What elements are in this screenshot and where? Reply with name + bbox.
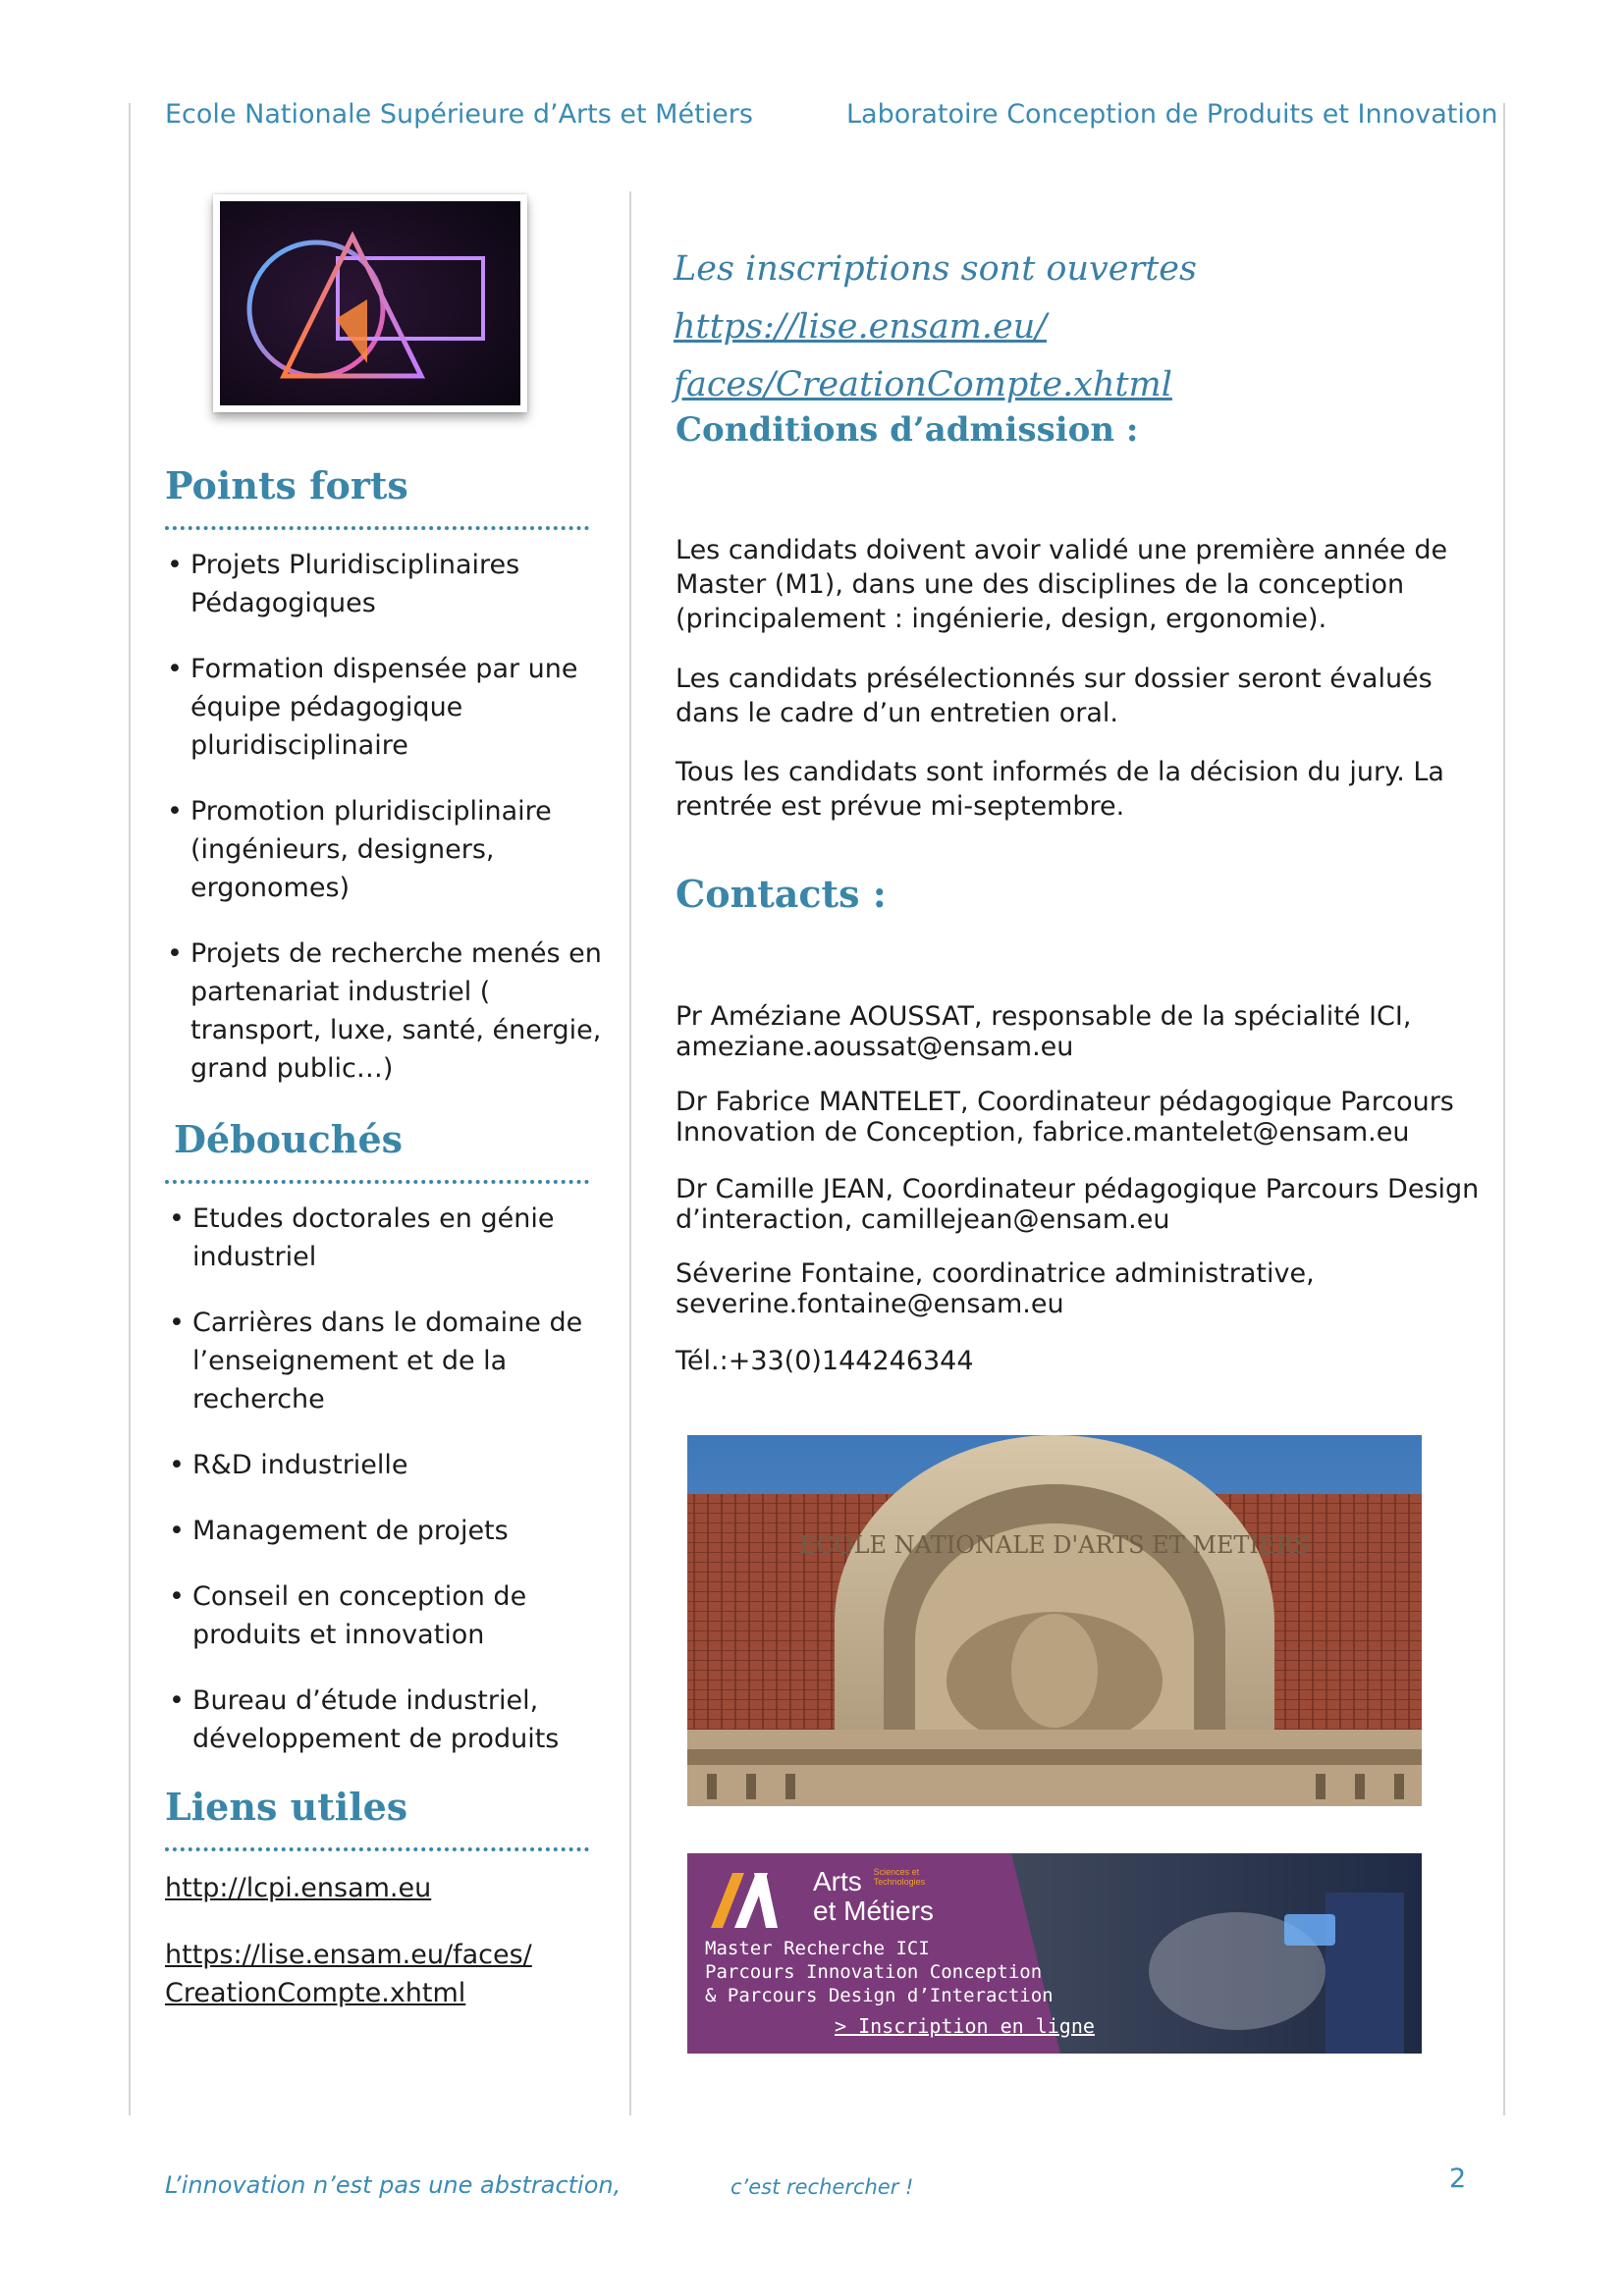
ensam-building-photo: [687, 1435, 1422, 1806]
debouches-heading: Débouchés: [174, 1117, 404, 1161]
list-item: • R&D industrielle: [167, 1446, 614, 1484]
inscriptions-text: Les inscriptions sont ouvertes: [674, 249, 1197, 289]
list-item: • Etudes doctorales en génie industriel: [167, 1200, 614, 1276]
liens-utiles-heading: Liens utiles: [165, 1785, 408, 1829]
brand-line1: Arts: [813, 1866, 862, 1896]
contact-entry: Séverine Fontaine, coordinatrice administrative, severine.fontaine@ensam.eu: [676, 1258, 1315, 1319]
inscriptions-callout: [674, 240, 1498, 414]
contact-entry: Pr Améziane AOUSSAT, responsable de la spécialité ICI, ameziane.aoussat@ensam.eu: [676, 1001, 1412, 1062]
footer-slogan-right: c’est rechercher !: [730, 2175, 914, 2199]
building-inscription: ECOLE NATIONALE D'ARTS ET METIERS: [799, 1531, 1310, 1559]
lcpi-link[interactable]: http://lcpi.ensam.eu: [165, 1873, 432, 1903]
column-divider: [629, 191, 631, 2115]
master-banner[interactable]: [687, 1853, 1422, 2054]
contact-entry: Dr Camille JEAN, Coordinateur pédagogique Parcours Design d’interaction, camillejean@ensam.eu: [676, 1174, 1480, 1235]
liens-utiles-divider: [165, 1847, 589, 1851]
list-item: • Bureau d’étude industriel, développement de produits: [167, 1682, 614, 1758]
building-graphic: [687, 1435, 1422, 1806]
points-forts-heading: Points forts: [165, 463, 408, 507]
conditions-paragraph: Tous les candidats sont informés de la décision du jury. La rentrée est prévue mi-septembre.: [676, 757, 1444, 822]
left-margin-rule: [129, 103, 131, 2115]
list-item: • Projets de recherche menés en partenariat industriel ( transport, luxe, santé, énergie, grand public…): [165, 934, 612, 1088]
conditions-paragraph: Les candidats présélectionnés sur dossier seront évalués dans le cadre d’un entretien oral.: [676, 664, 1433, 728]
contact-entry: Dr Fabrice MANTELET, Coordinateur pédagogique Parcours Innovation de Conception, fabrice.mantelet@ensam.eu: [676, 1087, 1454, 1148]
arts-et-metiers-logo-icon: [711, 1871, 780, 1930]
brand-name: [813, 1867, 934, 1926]
contact-entry: Tél.:+33(0)144246344: [676, 1346, 974, 1376]
banner-text: [705, 1937, 1054, 2007]
banner-line3: & Parcours Design d’Interaction: [705, 1985, 1054, 2006]
banner-line2: Parcours Innovation Conception: [705, 1961, 1043, 1983]
list-item: • Projets Pluridisciplinaires Pédagogiques: [165, 546, 612, 622]
debouches-divider: [165, 1180, 589, 1184]
conditions-heading: Conditions d’admission :: [676, 410, 1139, 450]
inscriptions-url[interactable]: https://lise.ensam.eu/ faces/CreationCompte.xhtml: [674, 307, 1172, 404]
footer-slogan-left: L’innovation n’est pas une abstraction,: [165, 2171, 622, 2199]
list-item: • Management de projets: [167, 1512, 614, 1550]
header-lab-name: Laboratoire Conception de Produits et Innovation: [846, 99, 1498, 130]
contacts-heading: Contacts :: [676, 872, 887, 916]
header-school-name: Ecole Nationale Supérieure d’Arts et Métiers: [165, 99, 753, 130]
list-item: • Carrières dans le domaine de l’enseignement et de la recherche: [167, 1304, 614, 1418]
brand-tagline: Sciences et Technologies: [873, 1867, 926, 1887]
points-forts-divider: [165, 526, 589, 530]
right-margin-rule: [1503, 103, 1505, 2115]
list-item: • Promotion pluridisciplinaire (ingénieurs, designers, ergonomes): [165, 792, 612, 907]
banner-line1: Master Recherche ICI: [705, 1938, 930, 1959]
lise-link-line1[interactable]: https://lise.ensam.eu/faces/: [165, 1940, 532, 1970]
neon-shapes-image: [213, 194, 527, 412]
debouches-list: [167, 1200, 614, 1786]
page-number: 2: [1449, 2163, 1467, 2194]
neon-shapes-graphic: [220, 201, 520, 405]
points-forts-list: [165, 546, 612, 1115]
list-item: • Formation dispensée par une équipe pédagogique pluridisciplinaire: [165, 650, 612, 765]
brand-line2: et Métiers: [813, 1896, 934, 1926]
lise-link-line2[interactable]: CreationCompte.xhtml: [165, 1978, 466, 2008]
inscription-en-ligne-link[interactable]: > Inscription en ligne: [835, 2014, 1095, 2038]
lise-link[interactable]: [165, 1936, 532, 2012]
list-item: • Conseil en conception de produits et innovation: [167, 1577, 614, 1654]
conditions-paragraph: Les candidats doivent avoir validé une première année de Master (M1), dans une des disciplines de la conception (principalement : ingénierie, design, ergonomie).: [676, 535, 1448, 634]
